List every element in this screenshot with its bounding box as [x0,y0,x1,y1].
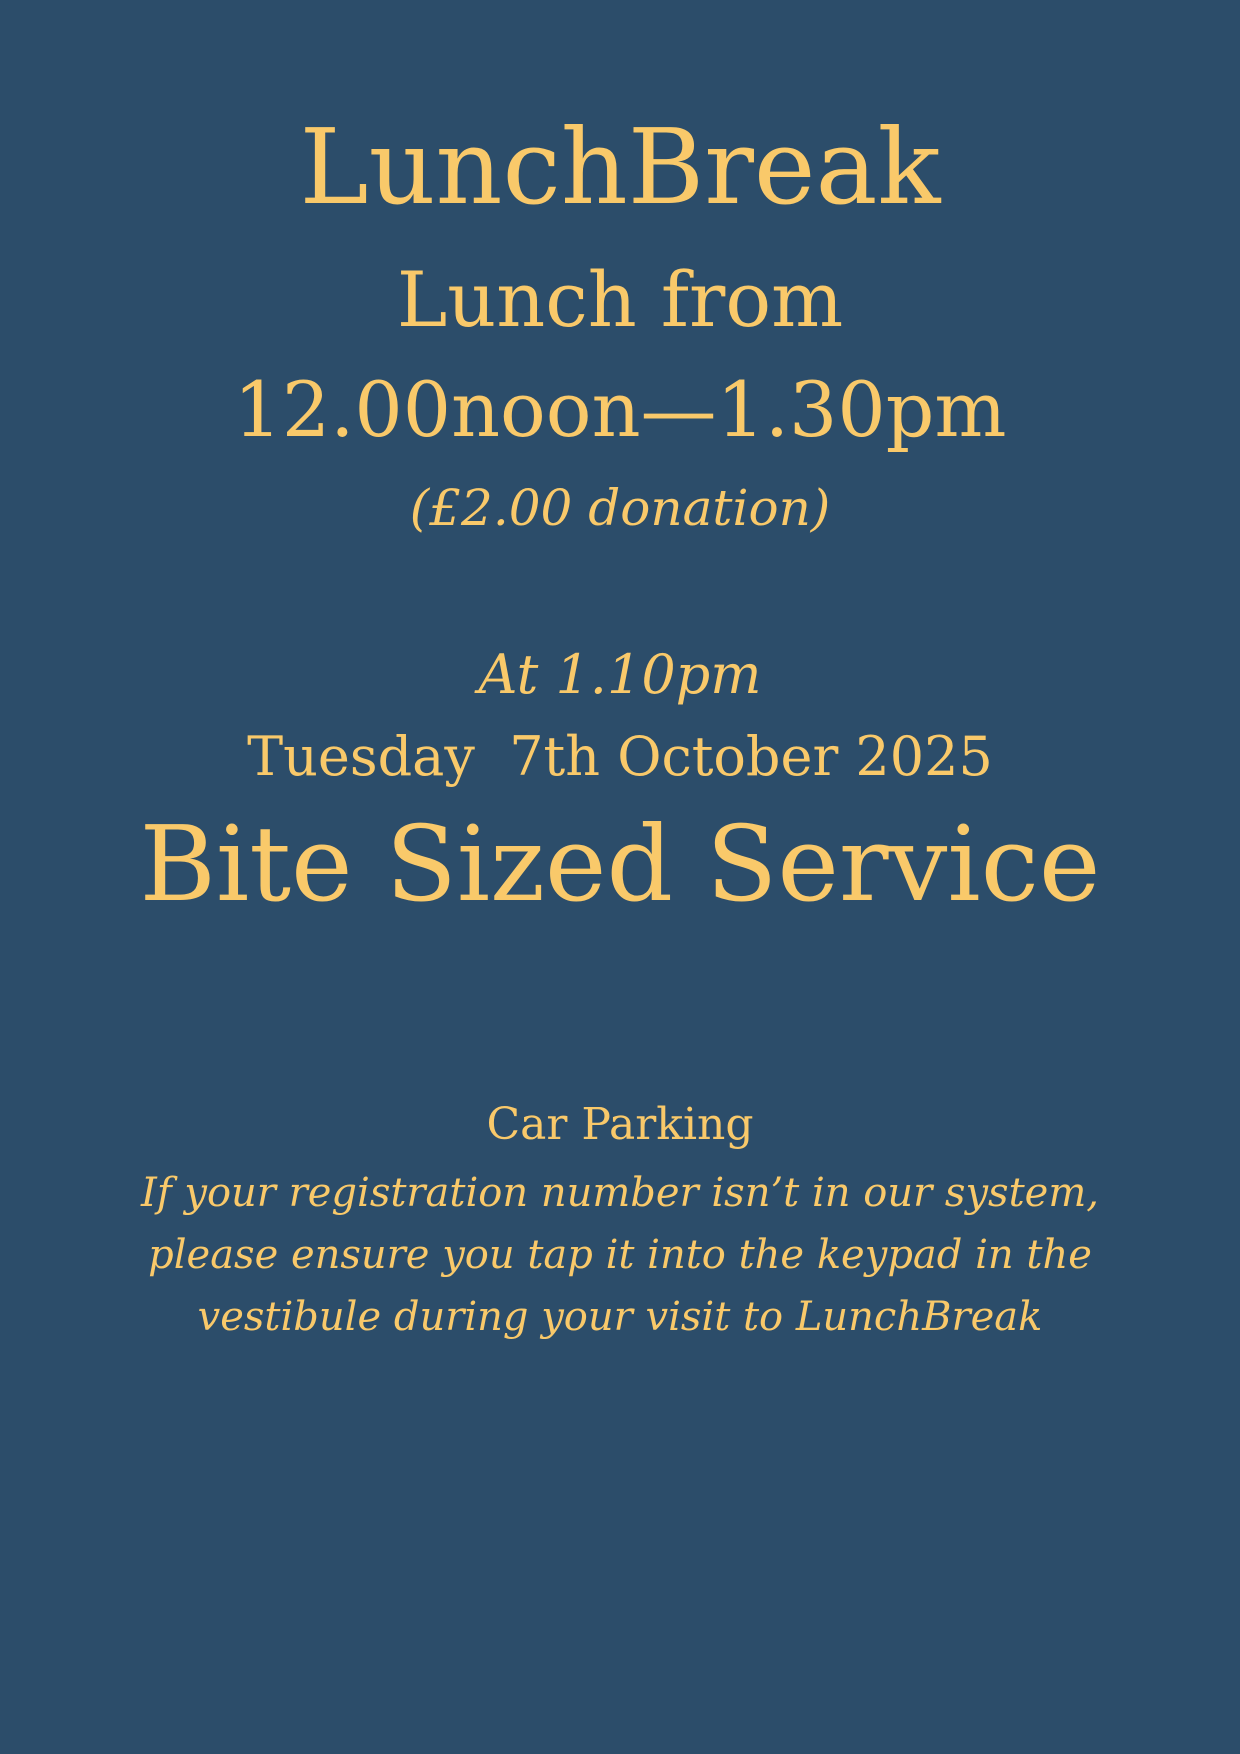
car-parking-text [0,1162,1240,1348]
service-name: Bite Sized Service [139,803,1101,925]
car-parking-heading: Car Parking [486,1099,754,1150]
lunch-from-text: Lunch from [396,255,844,344]
car-parking-line: vestibule during your visit to LunchBreak [197,1294,1043,1340]
car-parking-line: please ensure you tap it into the keypad in the [148,1232,1092,1278]
service-date: Tuesday 7th October 2025 [247,725,993,788]
service-time: At 1.10pm [478,643,762,706]
donation-note: (£2.00 donation) [409,479,831,537]
car-parking-line: If your registration number isn’t in our system, [141,1170,1099,1216]
lunch-hours: 12.00noon—1.30pm [233,365,1007,454]
poster-title: LunchBreak [299,106,941,228]
